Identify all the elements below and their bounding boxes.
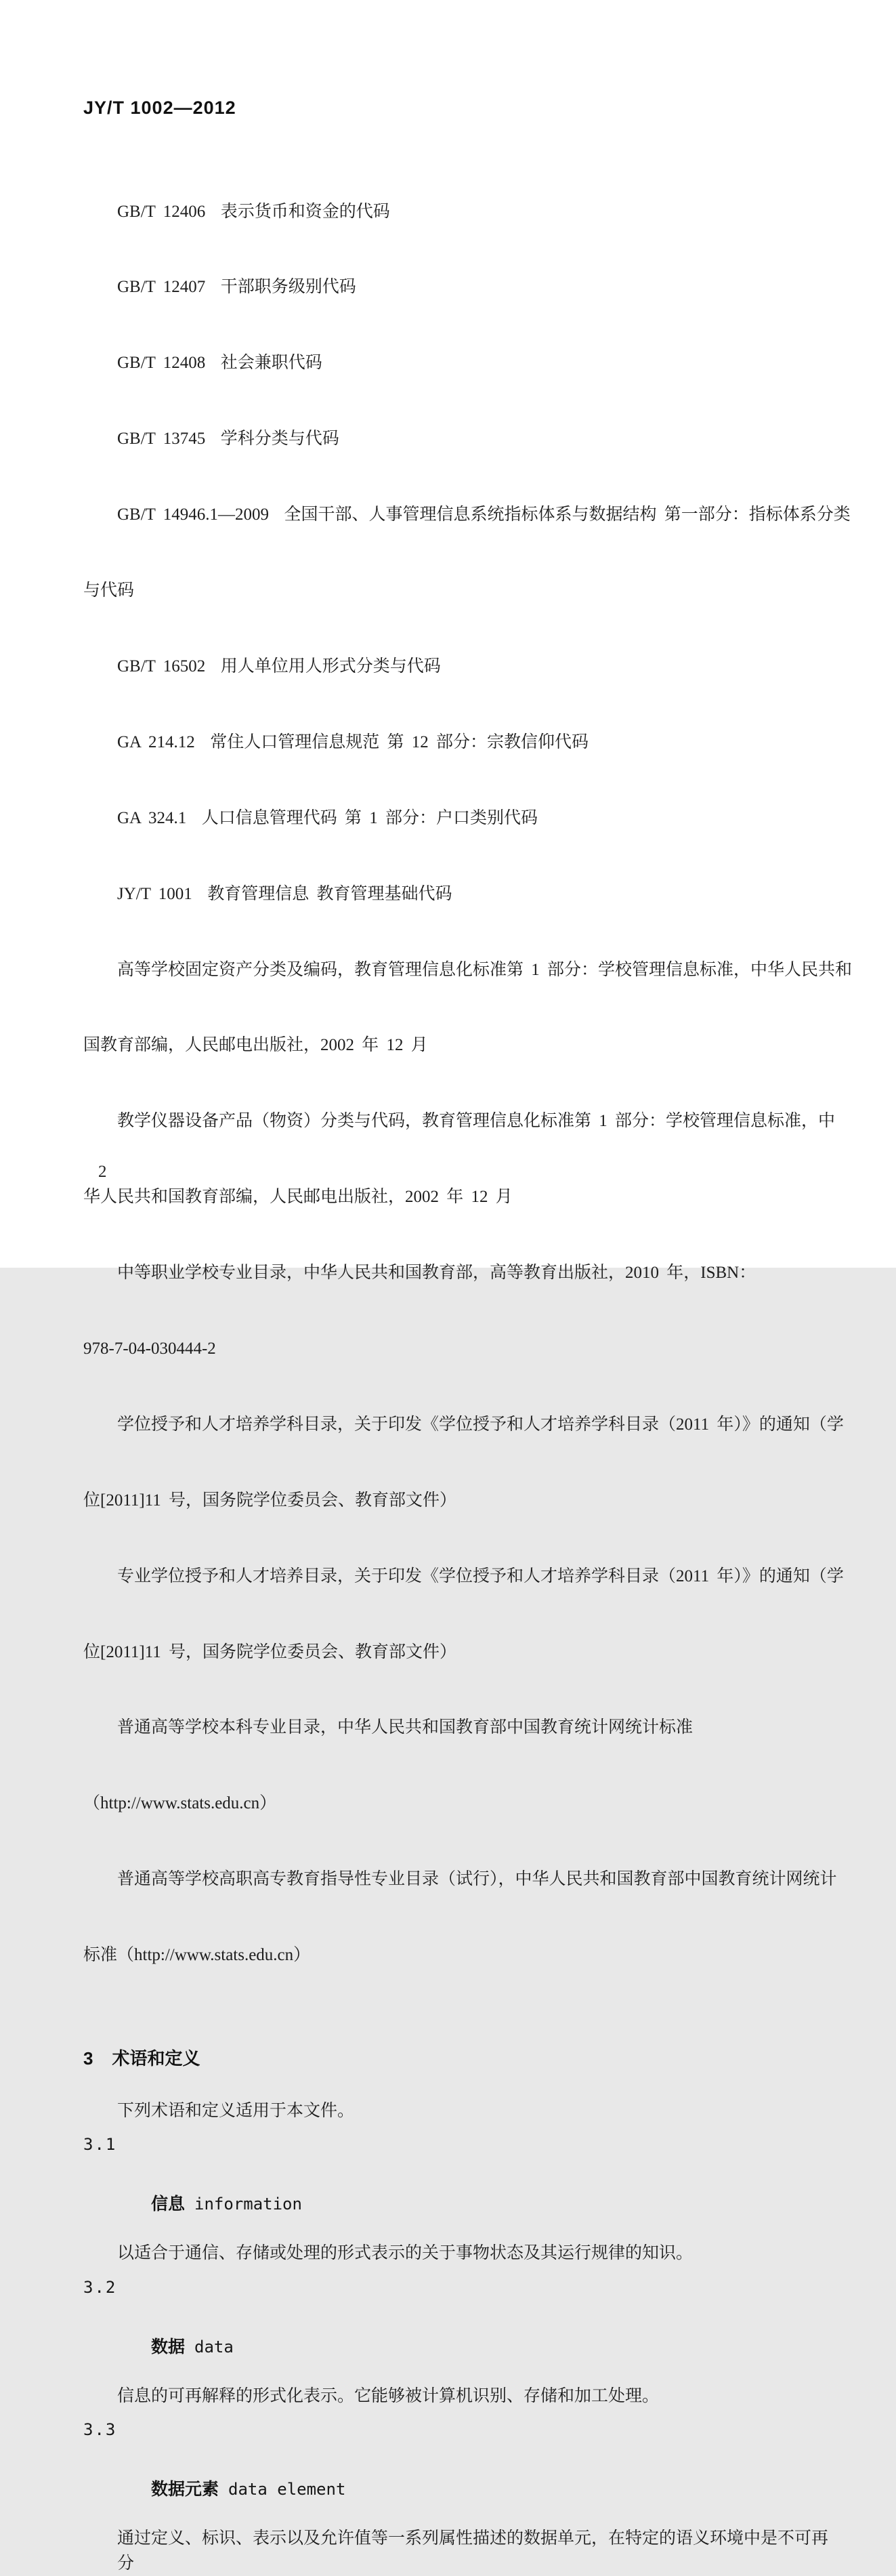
reference-line: 中等职业学校专业目录，中华人民共和国教育部，高等教育出版社，2010 年，ISBN： bbox=[117, 1264, 756, 1283]
term-title-en: information bbox=[194, 2195, 302, 2214]
term-block bbox=[83, 2418, 828, 2576]
term-number: 3.2 bbox=[83, 2277, 117, 2297]
reference-line: JY/T 1001 教育管理信息 教育管理基础代码 bbox=[117, 884, 452, 903]
reference-line-wrap: 华人民共和国教育部编，人民邮电出版社，2002 年 12 月 bbox=[83, 1188, 513, 1207]
page-number: 2 bbox=[98, 1163, 107, 1181]
reference-line: GB/T 14946.1—2009 全国干部、人事管理信息系统指标体系与数据结构 第一部分：指标体系分类 bbox=[117, 505, 851, 524]
reference-line-wrap: 位[2011]11 号，国务院学位委员会、教育部文件） bbox=[83, 1642, 457, 1661]
term-title bbox=[83, 2312, 828, 2382]
term-block bbox=[83, 2133, 828, 2266]
term-title-zh: 数据 bbox=[151, 2337, 186, 2356]
reference-line: 学位授予和人才培养学科目录，关于印发《学位授予和人才培养学科目录（2011 年）》的通知（学 bbox=[117, 1415, 844, 1434]
term-number: 3.1 bbox=[83, 2135, 117, 2155]
section-title: 术语和定义 bbox=[112, 2048, 200, 2069]
term-title-en: data bbox=[194, 2337, 234, 2356]
reference-line-wrap: 国教育部编，人民邮电出版社，2002 年 12 月 bbox=[83, 1036, 428, 1055]
reference-list bbox=[83, 148, 853, 2018]
reference-line: GB/T 13745 学科分类与代码 bbox=[117, 430, 339, 449]
reference-line: 普通高等学校高职高专教育指导性专业目录（试行），中华人民共和国教育部中国教育统计网统计 bbox=[117, 1870, 837, 1889]
section-heading bbox=[83, 2045, 828, 2071]
reference-line: 高等学校固定资产分类及编码，教育管理信息化标准第 1 部分：学校管理信息标准，中华人民共和 bbox=[117, 960, 853, 979]
term-number: 3.3 bbox=[83, 2419, 117, 2439]
term-title bbox=[83, 2169, 828, 2239]
reference-line: GB/T 12407 干部职务级别代码 bbox=[117, 278, 356, 297]
term-title-en: data element bbox=[228, 2479, 346, 2499]
term-definition: 通过定义、标识、表示以及允许值等一系列属性描述的数据单元，在特定的语义环境中是不可再分 bbox=[117, 2529, 829, 2573]
reference-line-wrap: （http://www.stats.edu.cn） bbox=[83, 1794, 277, 1813]
reference-line: 教学仪器设备产品（物资）分类与代码，教育管理信息化标准第 1 部分：学校管理信息标准，中 bbox=[117, 1112, 836, 1131]
reference-line: 专业学位授予和人才培养目录，关于印发《学位授予和人才培养学科目录（2011 年）》的通知（学 bbox=[117, 1566, 844, 1585]
reference-line: 普通高等学校本科专业目录，中华人民共和国教育部中国教育统计网统计标准 bbox=[117, 1718, 694, 1737]
reference-line: GB/T 12408 社会兼职代码 bbox=[117, 354, 322, 373]
reference-line-wrap: 位[2011]11 号，国务院学位委员会、教育部文件） bbox=[83, 1491, 457, 1510]
section-number: 3 bbox=[83, 2048, 93, 2069]
reference-line: GA 214.12 常住人口管理信息规范 第 12 部分：宗教信仰代码 bbox=[117, 732, 589, 751]
term-block bbox=[83, 2276, 828, 2409]
reference-line: GB/T 12406 表示货币和资金的代码 bbox=[117, 202, 390, 221]
reference-line: GB/T 16502 用人单位用人形式分类与代码 bbox=[117, 657, 441, 676]
term-definition: 以适合于通信、存储或处理的形式表示的关于事物状态及其运行规律的知识。 bbox=[117, 2244, 694, 2263]
reference-line: GA 324.1 人口信息管理代码 第 1 部分：户口类别代码 bbox=[117, 808, 538, 827]
reference-line-wrap: 标准（http://www.stats.edu.cn） bbox=[83, 1946, 311, 1965]
term-title-zh: 数据元素 bbox=[151, 2479, 219, 2499]
term-definition: 信息的可再解释的形式化表示。它能够被计算机识别、存储和加工处理。 bbox=[117, 2386, 660, 2405]
term-title bbox=[83, 2455, 828, 2525]
doc-number-header: JY/T 1002—2012 bbox=[83, 98, 236, 118]
reference-line-wrap: 978-7-04-030444-2 bbox=[83, 1339, 216, 1358]
term-title-zh: 信息 bbox=[151, 2195, 186, 2214]
reference-line-wrap: 与代码 bbox=[83, 581, 135, 600]
terms-intro: 下列术语和定义适用于本文件。 bbox=[117, 2101, 355, 2120]
